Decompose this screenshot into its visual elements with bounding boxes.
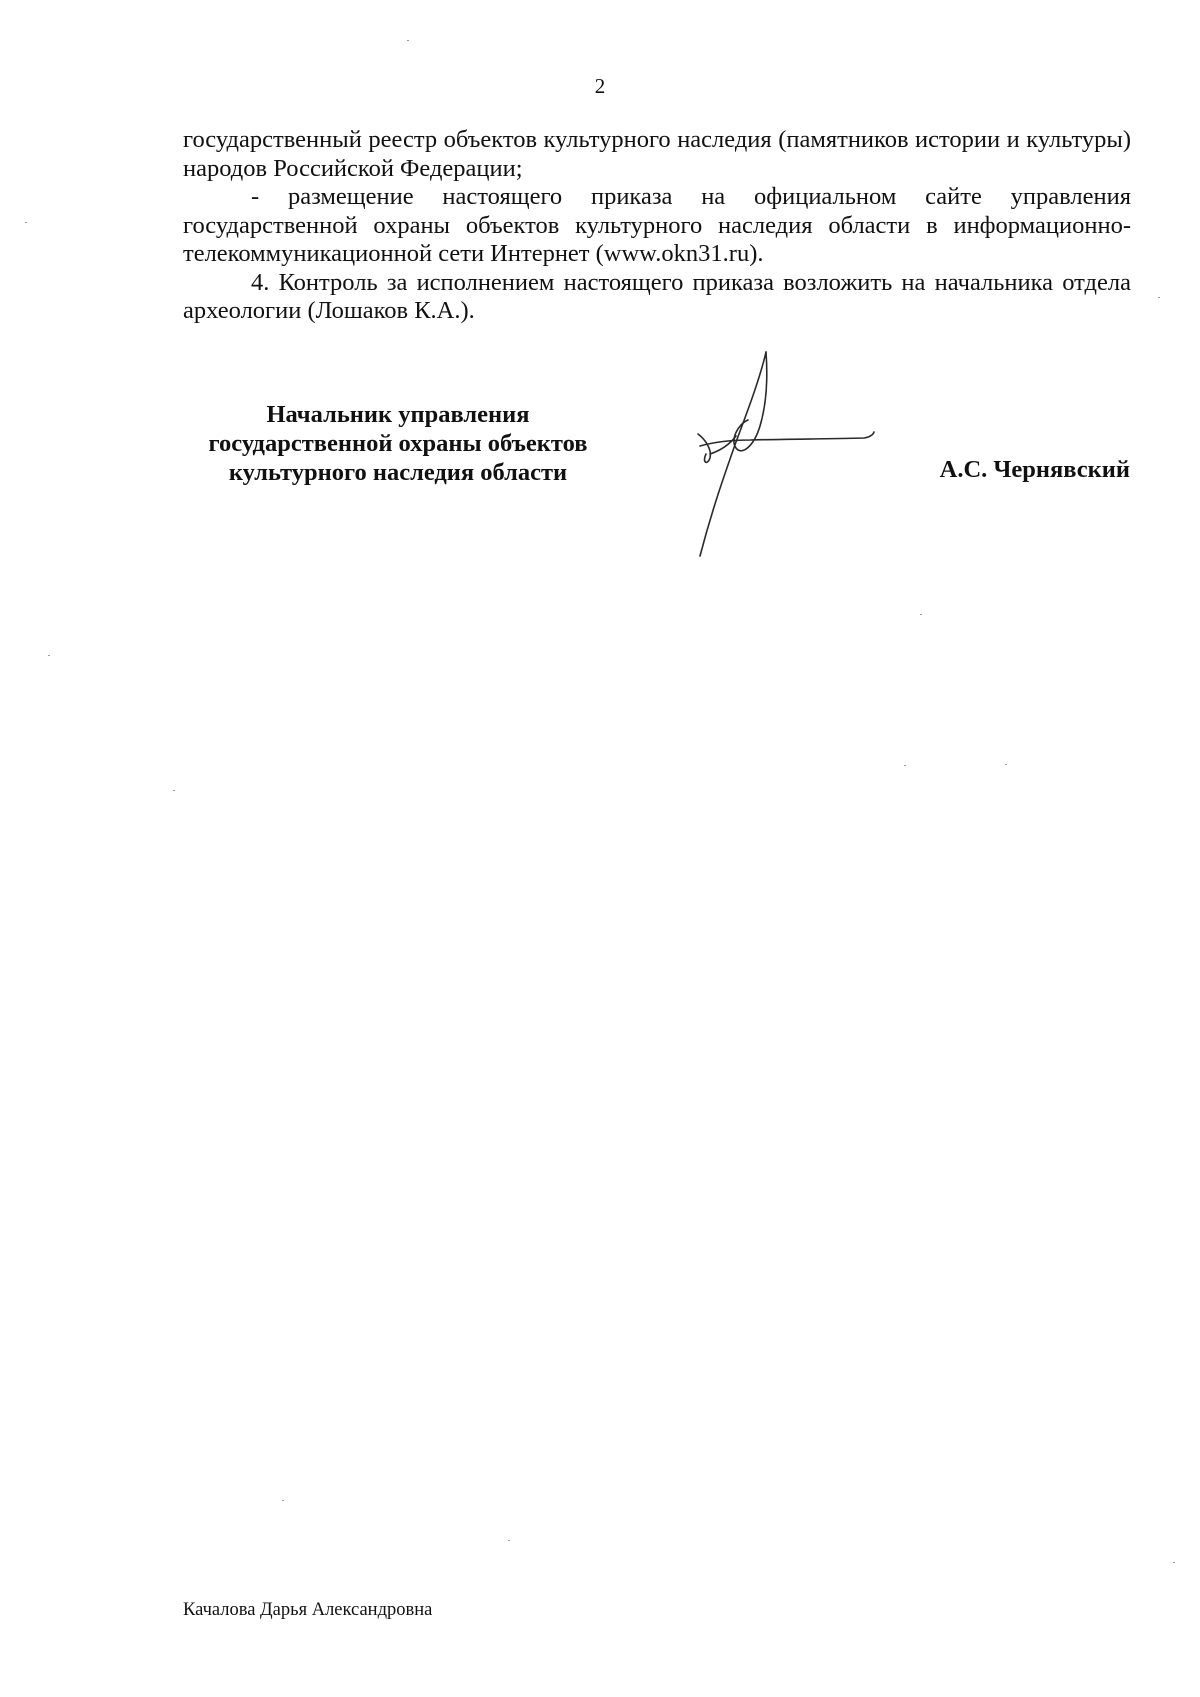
signatory-title	[183, 400, 613, 487]
scan-speck	[407, 40, 409, 41]
body-text	[183, 126, 1131, 326]
handwritten-signature-icon	[670, 350, 890, 560]
scan-speck	[25, 222, 27, 223]
scan-speck	[1158, 297, 1160, 298]
paragraph-control: 4. Контроль за исполнением настоящего приказа возложить на начальника отдела археологии (Лошаков К.А.).	[183, 268, 1131, 324]
scan-speck	[508, 1540, 510, 1541]
signatory-title-line: государственной охраны объектов	[208, 430, 588, 457]
paragraph-registry: государственный реестр объектов культурного наследия (памятников истории и культуры) народов Российской Федерации;	[183, 126, 1131, 182]
executor-name: Качалова Дарья Александровна	[183, 1600, 433, 1620]
scan-speck	[173, 790, 175, 791]
scan-speck	[1173, 1562, 1175, 1563]
scan-speck	[1005, 764, 1007, 765]
page-number: 2	[594, 74, 606, 98]
signatory-title-line: Начальник управления	[266, 401, 530, 428]
paragraph-website-publication: - размещение настоящего приказа на официальном сайте управления государственной охраны объектов культурного наследия области в информационно-телекоммуникационной сети Интернет (www.okn31.ru).	[183, 183, 1131, 267]
signatory-title-line: культурного наследия области	[228, 459, 568, 486]
scan-speck	[904, 765, 906, 766]
scan-speck	[920, 614, 922, 615]
signatory-name: А.С. Чернявский	[939, 456, 1130, 483]
scan-speck	[48, 655, 50, 656]
scan-speck	[282, 1500, 284, 1501]
